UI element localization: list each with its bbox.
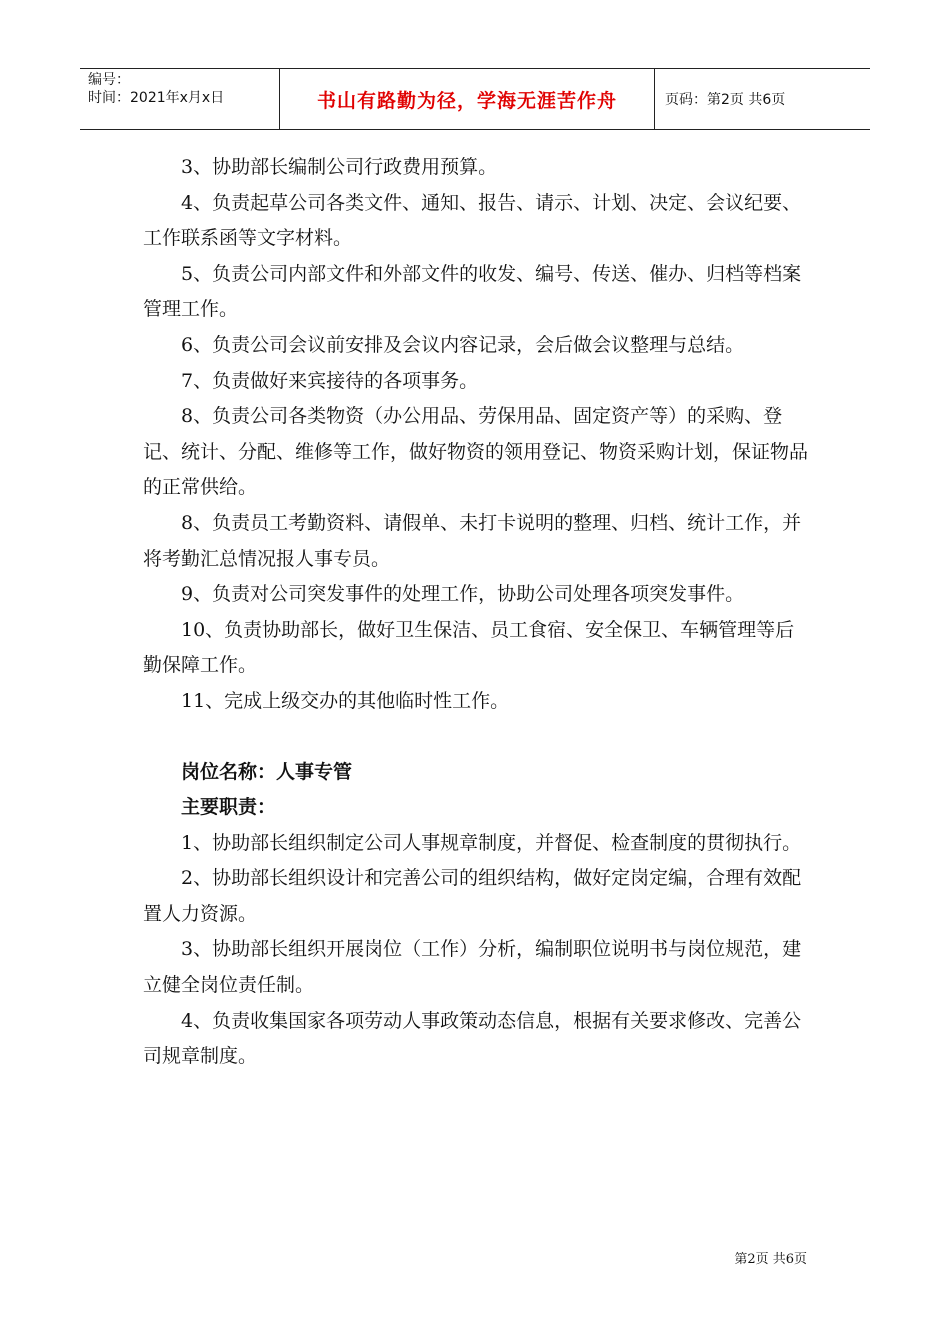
- body-paragraph: 4、负责收集国家各项劳动人事政策动态信息，根据有关要求修改、完善公司规章制度。: [143, 1009, 802, 1068]
- body-paragraph: 8、负责公司各类物资（办公用品、劳保用品、固定资产等）的采购、登记、统计、分配、维修等工作，做好物资的领用登记、物资采购计划，保证物品的正常供给。: [143, 405, 809, 499]
- header-page-info: 页码：第2页 共6页: [665, 92, 786, 108]
- document-body: [143, 150, 813, 1075]
- header-motto: 书山有路勤为径，学海无涯苦作舟: [280, 69, 655, 129]
- body-paragraph: 8、负责员工考勤资料、请假单、未打卡说明的整理、归档、统计工作，并将考勤汇总情况报人事专员。: [143, 511, 802, 570]
- body-paragraph: 2、协助部长组织设计和完善公司的组织结构，做好定岗定编，合理有效配置人力资源。: [143, 867, 802, 925]
- page-header: [80, 68, 870, 130]
- document-number-label: 编号：: [88, 72, 130, 88]
- body-paragraph: 1、协助部长组织制定公司人事规章制度，并督促、检查制度的贯彻执行。: [181, 831, 802, 854]
- body-paragraph: 6、负责公司会议前安排及会议内容记录，会后做会议整理与总结。: [181, 333, 745, 356]
- header-meta: [80, 69, 280, 129]
- body-paragraph: 3、协助部长编制公司行政费用预算。: [181, 156, 498, 178]
- document-time-label: 时间：2021年x月x日: [88, 90, 225, 106]
- body-paragraph: 3、协助部长组织开展岗位（工作）分析，编制职位说明书与岗位规范，建立健全岗位责任制。: [143, 938, 802, 997]
- position-title: 岗位名称：人事专管: [181, 760, 353, 783]
- section-spacer: [143, 720, 813, 755]
- body-paragraph: 4、负责起草公司各类文件、通知、报告、请示、计划、决定、会议纪要、工作联系函等文字材料。: [143, 191, 802, 250]
- body-paragraph: 5、负责公司内部文件和外部文件的收发、编号、传送、催办、归档等档案管理工作。: [143, 262, 802, 321]
- body-paragraph: 7、负责做好来宾接待的各项事务。: [181, 369, 479, 392]
- body-paragraph: 10、负责协助部长，做好卫生保洁、员工食宿、安全保卫、车辆管理等后勤保障工作。: [143, 618, 795, 677]
- body-paragraph: 9、负责对公司突发事件的处理工作，协助公司处理各项突发事件。: [181, 583, 745, 606]
- duties-title: 主要职责：: [181, 796, 277, 819]
- body-paragraph: 11、完成上级交办的其他临时性工作。: [181, 689, 510, 712]
- page-footer: 第2页 共6页: [734, 1252, 807, 1267]
